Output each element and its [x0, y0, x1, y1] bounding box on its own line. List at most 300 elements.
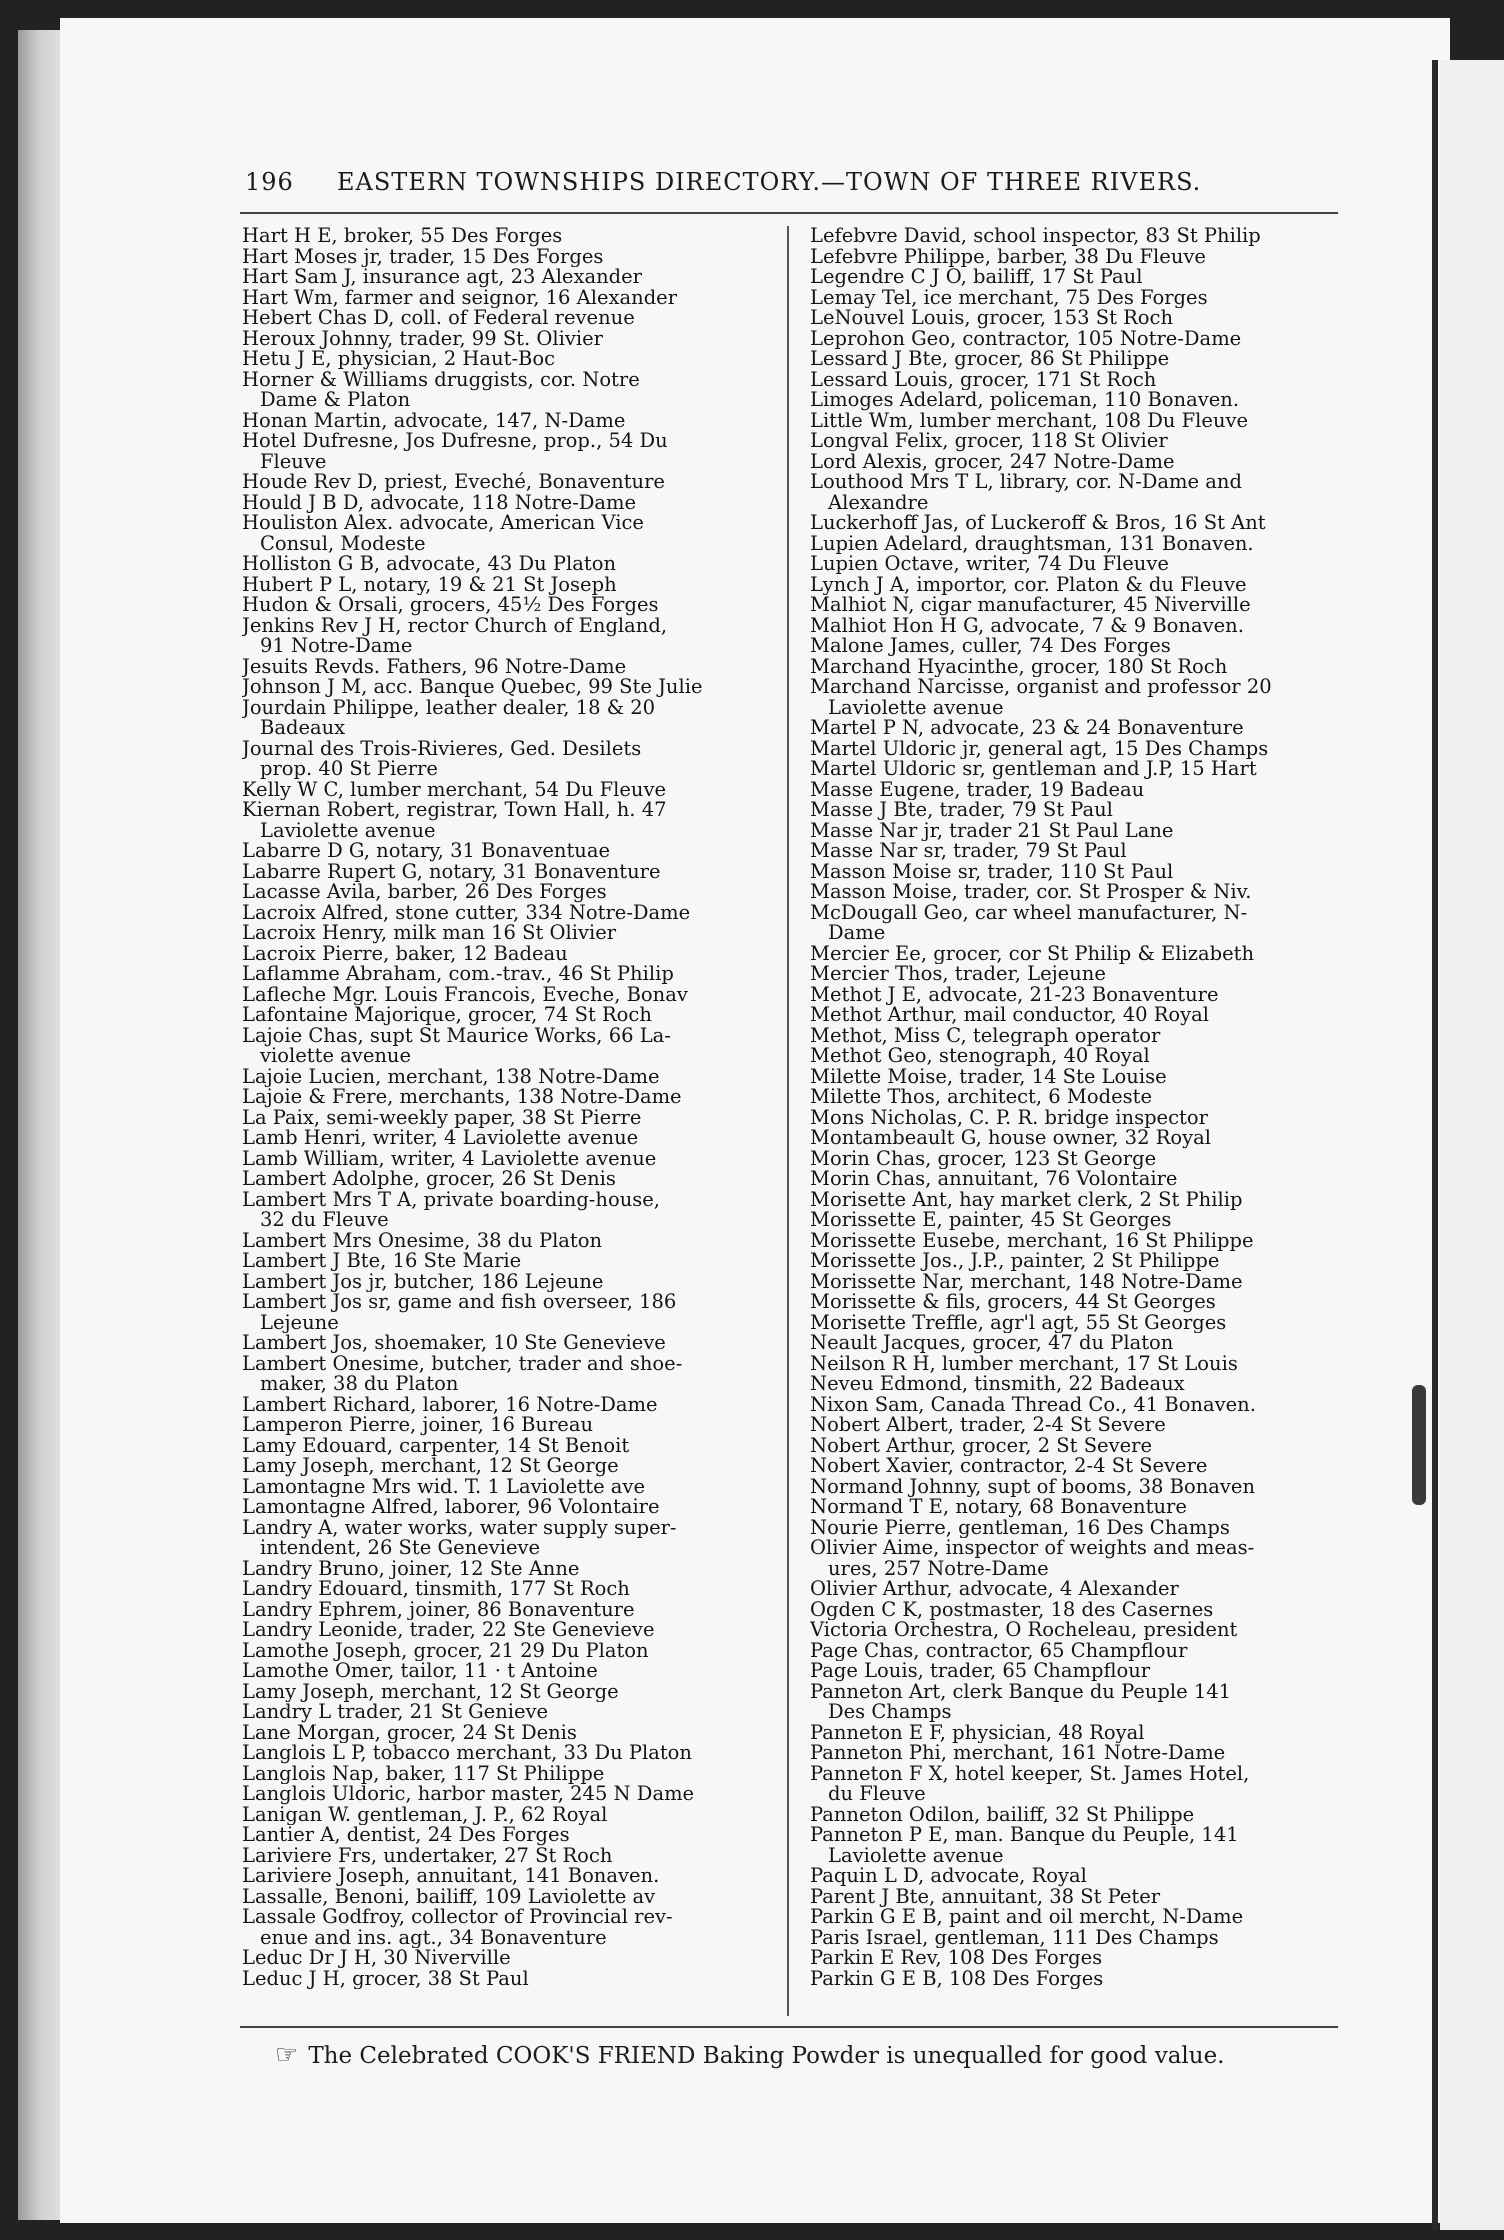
entry-line: Lynch J A, importor, cor. Platon & du Fleuve	[810, 574, 1247, 595]
directory-entry	[810, 1190, 1338, 1211]
directory-entry	[810, 1313, 1338, 1334]
directory-entry	[242, 944, 770, 965]
directory-entry	[810, 390, 1338, 411]
entry-line: Lajoie Lucien, merchant, 138 Notre-Dame	[242, 1066, 660, 1087]
entry-line: Olivier Arthur, advocate, 4 Alexander	[810, 1579, 1179, 1600]
directory-entry	[810, 821, 1338, 842]
entry-line: Page Louis, trader, 65 Champflour	[810, 1661, 1151, 1682]
directory-entry	[242, 1272, 770, 1293]
entry-continuation: Laviolette avenue	[828, 695, 1004, 718]
entry-line: Parkin E Rev, 108 Des Forges	[810, 1948, 1103, 1969]
directory-entry	[242, 1149, 770, 1170]
entry-continuation: 32 du Fleuve	[260, 1208, 389, 1231]
directory-entry	[810, 452, 1338, 473]
entry-line: La Paix, semi-weekly paper, 38 St Pierre	[242, 1107, 642, 1128]
directory-entry	[242, 288, 770, 309]
directory-entry	[810, 1866, 1338, 1887]
entry-line: Lefebvre David, school inspector, 83 St Philip	[810, 226, 1261, 247]
facing-page-gutter	[1432, 60, 1438, 2230]
entry-line: Lantier A, dentist, 24 Des Forges	[242, 1825, 570, 1846]
entry-line: Landry L trader, 21 St Genieve	[242, 1702, 549, 1723]
directory-entry	[810, 1374, 1338, 1395]
entry-line: Martel Uldoric sr, gentleman and J.P, 15 Hart	[810, 759, 1257, 780]
entry-line: Heroux Johnny, trader, 99 St. Olivier	[242, 328, 603, 349]
directory-entry	[810, 1067, 1338, 1088]
directory-entry	[810, 1292, 1338, 1313]
entry-line: Neilson R H, lumber merchant, 17 St Louis	[810, 1353, 1238, 1374]
directory-entry	[810, 1128, 1338, 1149]
entry-line: Lupien Adelard, draughtsman, 131 Bonaven.	[810, 533, 1254, 554]
entry-line: Jenkins Rev J H, rector Church of England,	[242, 615, 668, 637]
entry-line: Hart Sam J, insurance agt, 23 Alexander	[242, 267, 642, 288]
entry-line: Limoges Adelard, policeman, 110 Bonaven.	[810, 390, 1240, 411]
directory-entry	[242, 1436, 770, 1457]
entry-line: Legendre C J O, bailiff, 17 St Paul	[810, 267, 1143, 288]
entry-line: Hart Moses jr, trader, 15 Des Forges	[242, 246, 604, 267]
directory-entry	[242, 1723, 770, 1744]
directory-entry	[242, 1169, 770, 1190]
directory-entry	[810, 431, 1338, 452]
entry-line: Morissette Eusebe, merchant, 16 St Philippe	[810, 1230, 1254, 1251]
entry-line: Lambert Mrs T A, private boarding-house,	[242, 1189, 661, 1211]
entry-line: Montambeault G, house owner, 32 Royal	[810, 1128, 1211, 1149]
directory-entry	[810, 575, 1338, 596]
entry-line: Lamb Henri, writer, 4 Laviolette avenue	[242, 1128, 639, 1149]
entry-continuation: intendent, 26 Ste Genevieve	[260, 1536, 541, 1559]
directory-entry	[242, 1354, 770, 1395]
directory-entry	[810, 1907, 1338, 1928]
entry-line: Lambert J Bte, 16 Ste Marie	[242, 1251, 522, 1272]
entry-line: Panneton P E, man. Banque du Peuple, 141	[810, 1825, 1239, 1846]
entry-line: Hould J B D, advocate, 118 Notre-Dame	[242, 492, 637, 513]
directory-entry	[242, 1948, 770, 1969]
column-divider	[787, 226, 789, 2016]
directory-entry	[242, 1682, 770, 1703]
entry-line: Mons Nicholas, C. P. R. bridge inspector	[810, 1107, 1208, 1128]
footer-text: The Celebrated COOK'S FRIEND Baking Powder is unequalled for good value.	[308, 2043, 1225, 2069]
directory-entry	[810, 677, 1338, 718]
directory-entry	[810, 308, 1338, 329]
directory-entry	[242, 1292, 770, 1333]
entry-line: Lamy Edouard, carpenter, 14 St Benoit	[242, 1435, 630, 1456]
entry-line: Lambert Richard, laborer, 16 Notre-Dame	[242, 1394, 658, 1415]
directory-entry	[810, 1620, 1338, 1641]
entry-line: Landry Leonide, trader, 22 Ste Genevieve	[242, 1620, 655, 1641]
entry-line: Malhiot N, cigar manufacturer, 45 Niverville	[810, 595, 1251, 616]
entry-line: Honan Martin, advocate, 147, N-Dame	[242, 410, 626, 431]
directory-entry	[810, 1969, 1338, 1990]
directory-entry	[810, 513, 1338, 534]
directory-entry	[810, 554, 1338, 575]
directory-entry	[810, 1928, 1338, 1949]
directory-entry	[242, 1128, 770, 1149]
directory-entry	[810, 1477, 1338, 1498]
directory-entry	[810, 1497, 1338, 1518]
entry-line: Lassale Godfroy, collector of Provincial rev-	[242, 1907, 673, 1928]
directory-entry	[810, 1825, 1338, 1866]
entry-continuation: 91 Notre-Dame	[260, 634, 413, 657]
directory-entry	[810, 1046, 1338, 1067]
directory-entry	[242, 862, 770, 883]
directory-entry	[810, 1723, 1338, 1744]
entry-line: Parkin G E B, paint and oil mercht, N-Dame	[810, 1907, 1244, 1928]
entry-line: Labarre Rupert G, notary, 31 Bonaventure	[242, 861, 661, 882]
entry-line: Kelly W C, lumber merchant, 54 Du Fleuve	[242, 779, 667, 800]
entry-continuation: Des Champs	[828, 1700, 952, 1723]
entry-line: Hart Wm, farmer and seignor, 16 Alexander	[242, 287, 678, 308]
footer-advert	[275, 2040, 1345, 2070]
directory-entry	[242, 923, 770, 944]
directory-entry	[242, 595, 770, 616]
directory-entry	[810, 534, 1338, 555]
entry-line: Holliston G B, advocate, 43 Du Platon	[242, 554, 617, 575]
directory-entry	[810, 472, 1338, 513]
entry-line: Masson Moise, trader, cor. St Prosper & Niv.	[810, 882, 1252, 903]
entry-continuation: Dame & Platon	[260, 388, 411, 411]
directory-entry	[242, 1866, 770, 1887]
entry-line: Lambert Mrs Onesime, 38 du Platon	[242, 1230, 603, 1251]
entry-line: McDougall Geo, car wheel manufacturer, N-	[810, 902, 1248, 924]
directory-entry	[242, 1579, 770, 1600]
directory-entry	[810, 800, 1338, 821]
entry-line: Lambert Onesime, butcher, trader and shoe-	[242, 1353, 683, 1375]
directory-entry	[810, 1333, 1338, 1354]
entry-line: Lupien Octave, writer, 74 Du Fleuve	[810, 554, 1169, 575]
entry-line: Luckerhoff Jas, of Luckeroff & Bros, 16 St Ant	[810, 513, 1266, 534]
entry-continuation: du Fleuve	[828, 1782, 926, 1805]
entry-line: Lajoie & Frere, merchants, 138 Notre-Dame	[242, 1087, 682, 1108]
entry-line: Panneton Phi, merchant, 161 Notre-Dame	[810, 1743, 1226, 1764]
entry-line: Hebert Chas D, coll. of Federal revenue	[242, 308, 635, 329]
entry-line: Martel P N, advocate, 23 & 24 Bonaventure	[810, 718, 1244, 739]
directory-entry	[810, 411, 1338, 432]
entry-line: Louthood Mrs T L, library, cor. N-Dame and	[810, 472, 1242, 493]
directory-entry	[242, 677, 770, 698]
entry-line: Lefebvre Philippe, barber, 38 Du Fleuve	[810, 246, 1206, 267]
entry-line: Lessard Louis, grocer, 171 St Roch	[810, 369, 1157, 390]
entry-line: Normand Johnny, supt of booms, 38 Bonaven	[810, 1476, 1256, 1497]
left-column	[242, 226, 770, 1989]
directory-entry	[810, 903, 1338, 944]
entry-line: Mercier Ee, grocer, cor St Philip & Elizabeth	[810, 943, 1255, 964]
entry-continuation: Alexandre	[828, 490, 929, 513]
entry-line: Lamothe Joseph, grocer, 21 29 Du Platon	[242, 1640, 649, 1661]
entry-line: Morissette Nar, merchant, 148 Notre-Dame	[810, 1271, 1243, 1292]
entry-line: Lassalle, Benoni, bailiff, 109 Laviolette av	[242, 1886, 656, 1907]
directory-entry	[810, 267, 1338, 288]
entry-line: Nobert Albert, trader, 2-4 St Severe	[810, 1415, 1166, 1436]
directory-entry	[810, 1087, 1338, 1108]
directory-entry	[242, 329, 770, 350]
entry-line: Ogden C K, postmaster, 18 des Casernes	[810, 1599, 1214, 1620]
entry-line: Nourie Pierre, gentleman, 16 Des Champs	[810, 1517, 1230, 1538]
directory-entry	[810, 226, 1338, 247]
entry-line: Hart H E, broker, 55 Des Forges	[242, 226, 563, 247]
directory-entry	[810, 1764, 1338, 1805]
directory-entry	[810, 1415, 1338, 1436]
entry-line: Parkin G E B, 108 Des Forges	[810, 1968, 1104, 1989]
directory-entry	[242, 1497, 770, 1518]
entry-line: Neveu Edmond, tinsmith, 22 Badeaux	[810, 1374, 1185, 1395]
directory-entry	[810, 657, 1338, 678]
entry-line: Victoria Orchestra, O Rocheleau, president	[810, 1620, 1238, 1641]
directory-entry	[242, 349, 770, 370]
directory-entry	[242, 800, 770, 841]
page-title: EASTERN TOWNSHIPS DIRECTORY.—TOWN OF THREE RIVERS.	[337, 168, 1202, 196]
entry-continuation: Lejeune	[260, 1310, 339, 1333]
directory-entry	[810, 370, 1338, 391]
directory-entry	[810, 1354, 1338, 1375]
directory-entry	[242, 1907, 770, 1948]
entry-line: Lessard J Bte, grocer, 86 St Philippe	[810, 349, 1170, 370]
entry-line: Horner & Williams druggists, cor. Notre	[242, 369, 640, 391]
entry-line: Lambert Adolphe, grocer, 26 St Denis	[242, 1169, 616, 1190]
entry-line: Mercier Thos, trader, Lejeune	[810, 964, 1106, 985]
entry-line: Johnson J M, acc. Banque Quebec, 99 Ste Julie	[242, 677, 703, 698]
entry-line: Landry Edouard, tinsmith, 177 St Roch	[242, 1579, 630, 1600]
directory-entry	[242, 698, 770, 739]
entry-line: Lamothe Omer, tailor, 11 · t Antoine	[242, 1661, 598, 1682]
entry-line: Lamperon Pierre, joiner, 16 Bureau	[242, 1415, 594, 1436]
directory-entry	[242, 308, 770, 329]
directory-entry	[810, 595, 1338, 616]
entry-line: Labarre D G, notary, 31 Bonaventuae	[242, 841, 611, 862]
entry-line: Milette Thos, architect, 6 Modeste	[810, 1087, 1153, 1108]
directory-entry	[810, 247, 1338, 268]
directory-entry	[810, 862, 1338, 883]
directory-entry	[810, 1743, 1338, 1764]
entry-line: Leprohon Geo, contractor, 105 Notre-Dame	[810, 328, 1242, 349]
directory-entry	[242, 1190, 770, 1231]
directory-entry	[242, 1641, 770, 1662]
entry-line: Lord Alexis, grocer, 247 Notre-Dame	[810, 451, 1175, 472]
entry-continuation: Laviolette avenue	[828, 1843, 1004, 1866]
directory-entry	[810, 1272, 1338, 1293]
header-rule	[240, 212, 1338, 214]
entry-line: Langlois Uldoric, harbor master, 245 N Dame	[242, 1784, 695, 1805]
directory-entry	[810, 1231, 1338, 1252]
entry-line: Nobert Arthur, grocer, 2 St Severe	[810, 1435, 1153, 1456]
directory-entry	[242, 903, 770, 924]
entry-line: Lamy Joseph, merchant, 12 St George	[242, 1456, 619, 1477]
facing-page-edge	[1440, 60, 1504, 2230]
entry-line: Hotel Dufresne, Jos Dufresne, prop., 54 Du	[242, 431, 668, 452]
directory-entry	[242, 411, 770, 432]
entry-line: Paquin L D, advocate, Royal	[810, 1866, 1087, 1887]
entry-continuation: maker, 38 du Platon	[260, 1372, 459, 1395]
entry-line: Lamb William, writer, 4 Laviolette avenue	[242, 1148, 657, 1169]
entry-line: Lacroix Alfred, stone cutter, 334 Notre-Dame	[242, 902, 691, 923]
entry-line: Methot Geo, stenograph, 40 Royal	[810, 1046, 1150, 1067]
entry-line: Lajoie Chas, supt St Maurice Works, 66 La-	[242, 1025, 671, 1047]
entry-line: Lariviere Joseph, annuitant, 141 Bonaven.	[242, 1866, 660, 1887]
directory-entry	[810, 349, 1338, 370]
directory-entry	[810, 1661, 1338, 1682]
entry-line: Panneton F X, hotel keeper, St. James Hotel,	[810, 1763, 1250, 1785]
directory-entry	[242, 226, 770, 247]
directory-entry	[242, 267, 770, 288]
directory-entry	[242, 472, 770, 493]
entry-continuation: Fleuve	[260, 449, 327, 472]
directory-entry	[242, 1456, 770, 1477]
directory-entry	[242, 1415, 770, 1436]
entry-line: Lamontagne Mrs wid. T. 1 Laviolette ave	[242, 1476, 645, 1497]
directory-entry	[810, 636, 1338, 657]
directory-entry	[242, 1005, 770, 1026]
directory-entry	[810, 1456, 1338, 1477]
directory-entry	[810, 1251, 1338, 1272]
entry-line: Paris Israel, gentleman, 111 Des Champs	[810, 1927, 1219, 1948]
directory-entry	[242, 1026, 770, 1067]
directory-entry	[810, 1108, 1338, 1129]
entry-line: Lamontagne Alfred, laborer, 96 Volontaire	[242, 1497, 660, 1518]
entry-line: Hudon & Orsali, grocers, 45½ Des Forges	[242, 595, 659, 616]
entry-line: Houliston Alex. advocate, American Vice	[242, 513, 644, 534]
entry-line: Nixon Sam, Canada Thread Co., 41 Bonaven.	[810, 1394, 1256, 1415]
directory-entry	[242, 1784, 770, 1805]
entry-line: Jesuits Revds. Fathers, 96 Notre-Dame	[242, 656, 627, 677]
directory-entry	[810, 1805, 1338, 1826]
entry-line: Morissette & fils, grocers, 44 St Georges	[810, 1292, 1216, 1313]
directory-entry	[242, 1395, 770, 1416]
directory-entry	[242, 554, 770, 575]
entry-line: Lambert Jos jr, butcher, 186 Lejeune	[242, 1271, 604, 1292]
directory-entry	[810, 1005, 1338, 1026]
entry-line: Lanigan W. gentleman, J. P., 62 Royal	[242, 1804, 608, 1825]
directory-entry	[242, 841, 770, 862]
directory-entry	[810, 1395, 1338, 1416]
entry-line: Neault Jacques, grocer, 47 du Platon	[810, 1333, 1174, 1354]
directory-entry	[810, 964, 1338, 985]
directory-entry	[242, 247, 770, 268]
entry-line: Little Wm, lumber merchant, 108 Du Fleuve	[810, 410, 1249, 431]
entry-line: Morin Chas, grocer, 123 St George	[810, 1148, 1157, 1169]
directory-entry	[242, 1600, 770, 1621]
entry-line: Lacasse Avila, barber, 26 Des Forges	[242, 882, 607, 903]
directory-entry	[810, 1026, 1338, 1047]
directory-entry	[810, 759, 1338, 780]
entry-line: Martel Uldoric jr, general agt, 15 Des Champs	[810, 738, 1269, 759]
directory-entry	[242, 1743, 770, 1764]
entry-line: Olivier Aime, inspector of weights and meas-	[810, 1538, 1255, 1559]
entry-line: Masse Eugene, trader, 19 Badeau	[810, 779, 1145, 800]
entry-line: Marchand Hyacinthe, grocer, 180 St Roch	[810, 656, 1228, 677]
directory-entry	[242, 1702, 770, 1723]
entry-line: Langlois Nap, baker, 117 St Philippe	[242, 1763, 605, 1784]
entry-continuation: ures, 257 Notre-Dame	[828, 1556, 1049, 1579]
entry-line: Nobert Xavier, contractor, 2-4 St Severe	[810, 1456, 1208, 1477]
directory-entry	[242, 1518, 770, 1559]
entry-line: Marchand Narcisse, organist and professor 20	[810, 677, 1272, 698]
directory-entry	[242, 1887, 770, 1908]
entry-line: Panneton Art, clerk Banque du Peuple 141	[810, 1681, 1232, 1703]
entry-line: Panneton Odilon, bailiff, 32 St Philippe	[810, 1804, 1195, 1825]
directory-entry	[810, 1518, 1338, 1539]
entry-line: Lamy Joseph, merchant, 12 St George	[242, 1681, 619, 1702]
entry-continuation: Consul, Modeste	[260, 531, 426, 554]
directory-entry	[242, 370, 770, 411]
entry-line: Malone James, culler, 74 Des Forges	[810, 636, 1171, 657]
entry-line: Page Chas, contractor, 65 Champflour	[810, 1640, 1188, 1661]
directory-entry	[242, 964, 770, 985]
directory-entry	[810, 841, 1338, 862]
entry-line: Lambert Jos sr, game and fish overseer, 186	[242, 1292, 677, 1313]
directory-entry	[242, 882, 770, 903]
directory-entry	[242, 1805, 770, 1826]
directory-entry	[810, 1169, 1338, 1190]
entry-line: Lacroix Pierre, baker, 12 Badeau	[242, 943, 568, 964]
directory-entry	[810, 944, 1338, 965]
directory-entry	[242, 1969, 770, 1990]
entry-line: Methot Arthur, mail conductor, 40 Royal	[810, 1005, 1210, 1026]
entry-line: LeNouvel Louis, grocer, 153 St Roch	[810, 308, 1174, 329]
directory-entry	[242, 575, 770, 596]
entry-line: Journal des Trois-Rivieres, Ged. Desilets	[242, 738, 642, 760]
entry-line: Morissette Jos., J.P., painter, 2 St Philippe	[810, 1251, 1220, 1272]
entry-line: Morin Chas, annuitant, 76 Volontaire	[810, 1169, 1178, 1190]
directory-entry	[810, 1641, 1338, 1662]
directory-entry	[810, 1149, 1338, 1170]
entry-line: Langlois L P, tobacco merchant, 33 Du Platon	[242, 1743, 692, 1764]
directory-entry	[242, 1620, 770, 1641]
entry-line: Longval Felix, grocer, 118 St Olivier	[810, 431, 1168, 452]
entry-line: Leduc Dr J H, 30 Niverville	[242, 1948, 511, 1969]
entry-line: Normand T E, notary, 68 Bonaventure	[810, 1497, 1187, 1518]
entry-line: Jourdain Philippe, leather dealer, 18 & 20	[242, 697, 656, 719]
directory-entry	[242, 739, 770, 780]
entry-line: Laflamme Abraham, com.-trav., 46 St Philip	[242, 964, 674, 985]
entry-line: Hubert P L, notary, 19 & 21 St Joseph	[242, 574, 617, 595]
directory-entry	[242, 616, 770, 657]
entry-line: Landry A, water works, water supply super-	[242, 1517, 677, 1539]
pointing-hand-icon: ☞	[275, 2040, 299, 2070]
entry-line: Morissette E, painter, 45 St Georges	[810, 1210, 1172, 1231]
entry-continuation: prop. 40 St Pierre	[260, 757, 438, 780]
entry-continuation: Laviolette avenue	[260, 818, 436, 841]
entry-line: Hetu J E, physician, 2 Haut-Boc	[242, 349, 556, 370]
binding-clip	[1412, 1385, 1426, 1505]
directory-entry	[810, 1682, 1338, 1723]
directory-entry	[810, 1579, 1338, 1600]
directory-entry	[242, 657, 770, 678]
directory-entry	[242, 1251, 770, 1272]
entry-line: Milette Moise, trader, 14 Ste Louise	[810, 1066, 1167, 1087]
directory-entry	[242, 1661, 770, 1682]
directory-entry	[810, 780, 1338, 801]
directory-entry	[810, 1600, 1338, 1621]
directory-entry	[810, 739, 1338, 760]
entry-line: Lane Morgan, grocer, 24 St Denis	[242, 1722, 577, 1743]
entry-line: Lafleche Mgr. Louis Francois, Eveche, Bonav	[242, 984, 688, 1005]
directory-entry	[810, 1436, 1338, 1457]
directory-entry	[810, 1210, 1338, 1231]
directory-entry	[242, 1067, 770, 1088]
directory-entry	[810, 882, 1338, 903]
directory-entry	[242, 1846, 770, 1867]
directory-entry	[242, 1231, 770, 1252]
directory-entry	[242, 1087, 770, 1108]
directory-entry	[810, 985, 1338, 1006]
entry-line: Masse J Bte, trader, 79 St Paul	[810, 800, 1113, 821]
entry-line: Kiernan Robert, registrar, Town Hall, h. 47	[242, 800, 667, 821]
entry-continuation: violette avenue	[260, 1044, 412, 1067]
directory-entry	[242, 513, 770, 554]
entry-line: Parent J Bte, annuitant, 38 St Peter	[810, 1886, 1161, 1907]
directory-entry	[242, 780, 770, 801]
directory-entry	[810, 1887, 1338, 1908]
directory-entry	[810, 1538, 1338, 1579]
directory-entry	[242, 431, 770, 472]
